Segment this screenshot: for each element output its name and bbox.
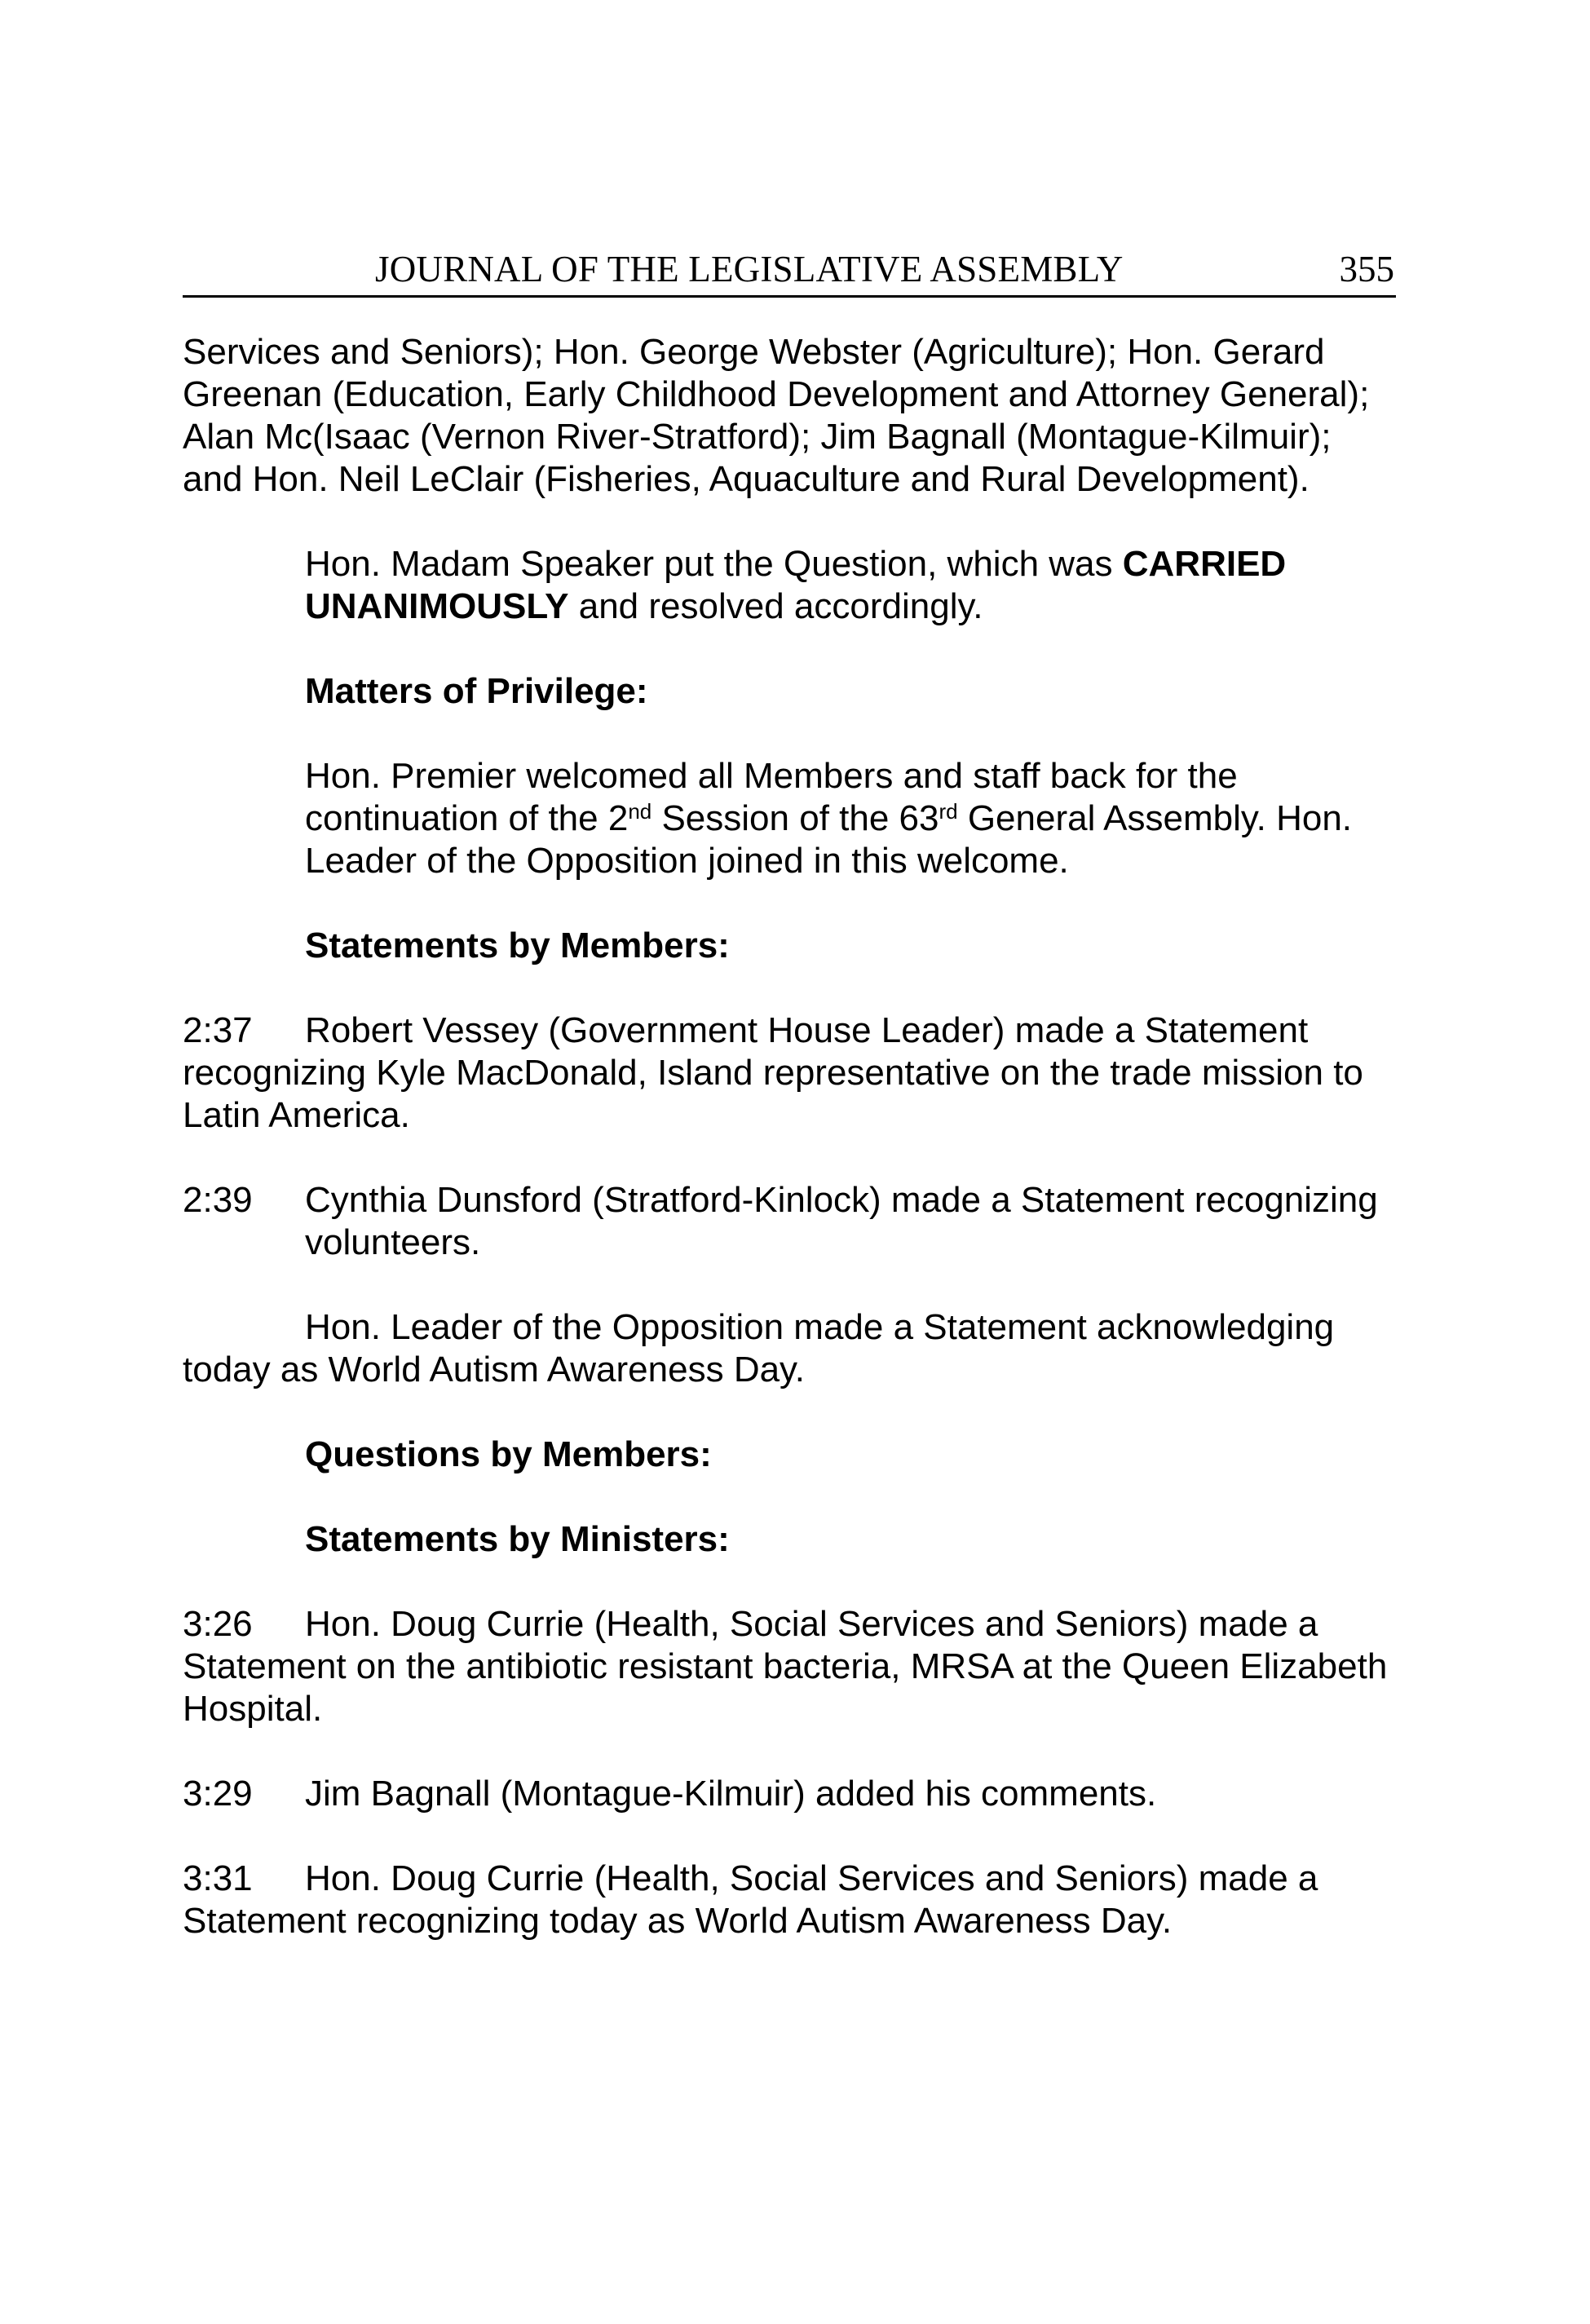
journal-title: JOURNAL OF THE LEGISLATIVE ASSEMBLY: [375, 249, 1124, 289]
privilege-text: Hon. Premier welcomed all Members and staff back for the continuation of the 2: [305, 756, 1238, 838]
privilege-text: Session of the 63: [651, 798, 939, 838]
question-text: Hon. Madam Speaker put the Question, which was: [305, 544, 1123, 584]
page-number: 355: [1339, 249, 1394, 289]
entry-time: 3:29: [183, 1774, 253, 1814]
ordinal-suffix: nd: [628, 799, 652, 824]
statements-members-heading: Statements by Members:: [305, 926, 730, 965]
privilege-paragraph: [183, 755, 1396, 882]
entry-text: Hon. Doug Currie (Health, Social Services and Seniors) made a Statement on the antibiotic resistant bacteria, MRSA at the Queen Elizabeth Hospital.: [183, 1604, 1388, 1729]
entry-time: 3:31: [183, 1858, 253, 1898]
journal-body: [183, 331, 1396, 1985]
journal-page: [183, 0, 1396, 2324]
running-header: [183, 243, 1396, 298]
privilege-text: General Assembly. Hon. Leader of the Opposition joined in this welcome.: [305, 798, 1353, 881]
entry-time: 2:37: [183, 1010, 253, 1050]
entry-time: 3:26: [183, 1604, 253, 1644]
opposition-statement: Hon. Leader of the Opposition made a Statement acknowledging today as World Autism Awareness Day.: [183, 1307, 1335, 1390]
privilege-heading: Matters of Privilege:: [305, 671, 648, 711]
entry-text: Hon. Doug Currie (Health, Social Services and Seniors) made a Statement recognizing today as World Autism Awareness Day.: [183, 1858, 1318, 1941]
statement-entry: [183, 1858, 1396, 1942]
entry-time: 2:39: [183, 1180, 253, 1220]
continuation-paragraph: Services and Seniors); Hon. George Webster (Agriculture); Hon. Gerard Greenan (Education, Early Childhood Development and Attorney General); Alan Mc(Isaac (Vernon River-Stratford); Jim Bagnall (Montague-Kilmuir); and Hon. Neil LeClair (Fisheries, Aquaculture and Rural Development).: [183, 332, 1370, 499]
statement-entry: [183, 1010, 1396, 1137]
statement-entry: [183, 1603, 1396, 1730]
questions-heading: Questions by Members:: [305, 1434, 712, 1474]
question-paragraph: [183, 543, 1396, 628]
entry-text: Robert Vessey (Government House Leader) made a Statement recognizing Kyle MacDonald, Island representative on the trade mission to Latin America.: [183, 1010, 1363, 1135]
question-result: CARRIED UNANIMOUSLY: [305, 544, 1287, 626]
entry-text: Cynthia Dunsford (Stratford-Kinlock) made a Statement recognizing volunteers.: [305, 1180, 1378, 1262]
question-text-end: and resolved accordingly.: [568, 586, 983, 626]
statement-entry: [183, 1773, 1396, 1815]
entry-text: Jim Bagnall (Montague-Kilmuir) added his comments.: [305, 1774, 1157, 1814]
statement-entry: [183, 1179, 1396, 1264]
statements-ministers-heading: Statements by Ministers:: [305, 1519, 730, 1559]
ordinal-suffix: rd: [939, 799, 958, 824]
